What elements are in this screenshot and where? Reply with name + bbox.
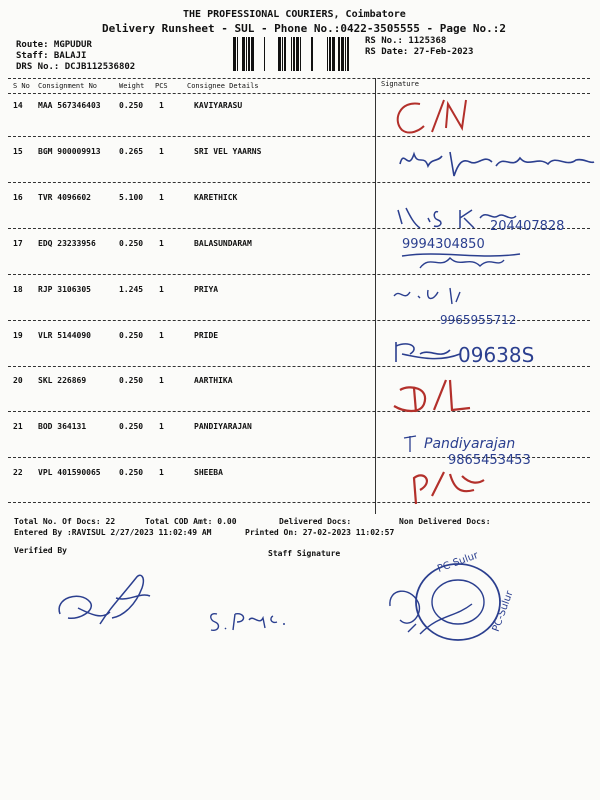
barcode-bar xyxy=(341,37,344,71)
stamp-text-top: PC-Sulur xyxy=(435,550,480,575)
cell-consignment: EDQ 23233956 xyxy=(38,239,96,248)
cell-sno: 20 xyxy=(13,376,23,385)
signature-row-16-icon xyxy=(398,208,564,234)
svg-text:9965955712: 9965955712 xyxy=(440,313,517,327)
cell-consignment: BGM 900009913 xyxy=(38,147,101,156)
barcode-bar xyxy=(237,37,238,71)
barcode-bar xyxy=(293,37,295,71)
barcode-bar xyxy=(264,37,265,71)
cell-pcs: 1 xyxy=(159,239,164,248)
col-weight: Weight xyxy=(119,82,145,90)
signature-row-21-icon xyxy=(404,436,531,468)
barcode xyxy=(233,37,357,71)
col-pcs: PCS xyxy=(155,82,168,90)
signature-row-18-icon xyxy=(394,288,516,327)
cell-consignee: PRIDE xyxy=(194,331,219,340)
total-docs: Total No. Of Docs: 22 xyxy=(14,517,116,526)
verifier-signature-icon xyxy=(50,568,170,638)
rs-number: RS No.: 1125368 xyxy=(365,36,447,46)
cell-sno: 21 xyxy=(13,422,23,431)
cell-weight: 0.265 xyxy=(119,147,144,156)
barcode-bar xyxy=(332,37,335,71)
svg-text:9994304850: 9994304850 xyxy=(402,237,485,252)
barcode-bar xyxy=(329,37,331,71)
svg-text:Pandiyarajan: Pandiyarajan xyxy=(424,436,516,452)
col-signature: Signature xyxy=(381,80,419,88)
company-title: THE PROFESSIONAL COURIERS, Coimbatore xyxy=(183,9,406,20)
cell-pcs: 1 xyxy=(159,331,164,340)
cell-pcs: 1 xyxy=(159,193,164,202)
barcode-bar xyxy=(338,37,340,71)
cell-pcs: 1 xyxy=(159,147,164,156)
barcode-bar xyxy=(233,37,236,71)
cell-sno: 19 xyxy=(13,331,23,340)
barcode-bar xyxy=(242,37,245,71)
runsheet-subtitle: Delivery Runsheet - SUL - Phone No.:0422-3505555 - Page No.:2 xyxy=(102,22,506,35)
col-sno: S No xyxy=(13,82,30,90)
cell-weight: 0.250 xyxy=(119,239,144,248)
barcode-bar xyxy=(282,37,283,71)
cell-consignment: TVR 4096602 xyxy=(38,193,91,202)
cell-consignee: PRIYA xyxy=(194,285,219,294)
cell-consignee: KAVIYARASU xyxy=(194,101,243,110)
cell-consignee: SRI VEL YAARNS xyxy=(194,147,262,156)
cell-weight: 5.100 xyxy=(119,193,144,202)
cell-consignment: BOD 364131 xyxy=(38,422,87,431)
cell-consignment: VPL 401590065 xyxy=(38,468,101,477)
cell-pcs: 1 xyxy=(159,101,164,110)
table-top-line xyxy=(8,78,590,79)
signature-column-divider xyxy=(375,78,376,514)
barcode-bar xyxy=(300,37,301,71)
total-cod: Total COD Amt: 0.00 xyxy=(145,517,237,526)
signature-row-17-icon xyxy=(402,237,520,268)
printed-on: Printed On: 27-02-2023 11:02:57 xyxy=(245,528,395,537)
staff-label: Staff: BALAJI xyxy=(16,51,87,61)
cell-consignee: PANDIYARAJAN xyxy=(194,422,252,431)
barcode-bar xyxy=(246,37,247,71)
staff-signature-icon xyxy=(203,602,303,636)
cell-pcs: 1 xyxy=(159,376,164,385)
barcode-bar xyxy=(284,37,286,71)
rs-date: RS Date: 27-Feb-2023 xyxy=(365,47,474,57)
signature-row-14-icon xyxy=(398,100,466,133)
cell-sno: 17 xyxy=(13,239,23,248)
route-label: Route: MGPUDUR xyxy=(16,40,92,50)
cell-consignee: BALASUNDARAM xyxy=(194,239,252,248)
cell-weight: 1.245 xyxy=(119,285,144,294)
cell-weight: 0.250 xyxy=(119,331,144,340)
drs-label: DRS No.: DCJB112536802 xyxy=(16,62,136,72)
cell-sno: 18 xyxy=(13,285,23,294)
cell-sno: 16 xyxy=(13,193,23,202)
signature-row-15-icon xyxy=(400,152,594,176)
cell-consignment: MAA 567346403 xyxy=(38,101,101,110)
non-delivered-docs: Non Delivered Docs: xyxy=(399,517,491,526)
cell-weight: 0.250 xyxy=(119,422,144,431)
svg-text:9865453453: 9865453453 xyxy=(448,453,531,468)
cell-consignee: AARTHIKA xyxy=(194,376,233,385)
barcode-bar xyxy=(296,37,299,71)
staff-signature-label: Staff Signature xyxy=(268,549,341,558)
stamp-text-side: PC-Sulur xyxy=(490,589,516,634)
barcode-bar xyxy=(291,37,292,71)
barcode-bar xyxy=(278,37,281,71)
cell-sno: 15 xyxy=(13,147,23,156)
delivered-docs: Delivered Docs: xyxy=(279,517,352,526)
barcode-bar xyxy=(311,37,313,71)
col-consignment: Consignment No xyxy=(38,82,98,90)
entered-by: Entered By :RAVISUL 2/27/2023 11:02:49 AM xyxy=(14,528,212,537)
signature-row-19-icon xyxy=(396,342,534,367)
cell-pcs: 1 xyxy=(159,285,164,294)
cell-weight: 0.250 xyxy=(119,468,144,477)
svg-text:09638S: 09638S xyxy=(458,343,535,367)
pc-sulur-stamp-icon xyxy=(380,550,540,658)
cell-consignment: RJP 3106305 xyxy=(38,285,91,294)
barcode-bar xyxy=(248,37,250,71)
svg-text:204407828: 204407828 xyxy=(490,219,565,234)
barcode-bar xyxy=(345,37,346,71)
cell-weight: 0.250 xyxy=(119,376,144,385)
verified-by-label: Verified By xyxy=(14,546,67,555)
signature-row-22-icon xyxy=(414,472,484,504)
barcode-bar xyxy=(327,37,328,71)
cell-consignment: VLR 5144090 xyxy=(38,331,91,340)
barcode-bar xyxy=(251,37,254,71)
signature-row-20-icon xyxy=(394,380,470,412)
cell-pcs: 1 xyxy=(159,422,164,431)
signature-ink-area xyxy=(380,92,595,512)
cell-sno: 14 xyxy=(13,101,23,110)
cell-weight: 0.250 xyxy=(119,101,144,110)
cell-pcs: 1 xyxy=(159,468,164,477)
cell-consignment: SKL 226869 xyxy=(38,376,87,385)
cell-sno: 22 xyxy=(13,468,23,477)
cell-consignee: KARETHICK xyxy=(194,193,238,202)
barcode-bar xyxy=(347,37,349,71)
col-consignee: Consignee Details xyxy=(187,82,259,90)
cell-consignee: SHEEBA xyxy=(194,468,223,477)
